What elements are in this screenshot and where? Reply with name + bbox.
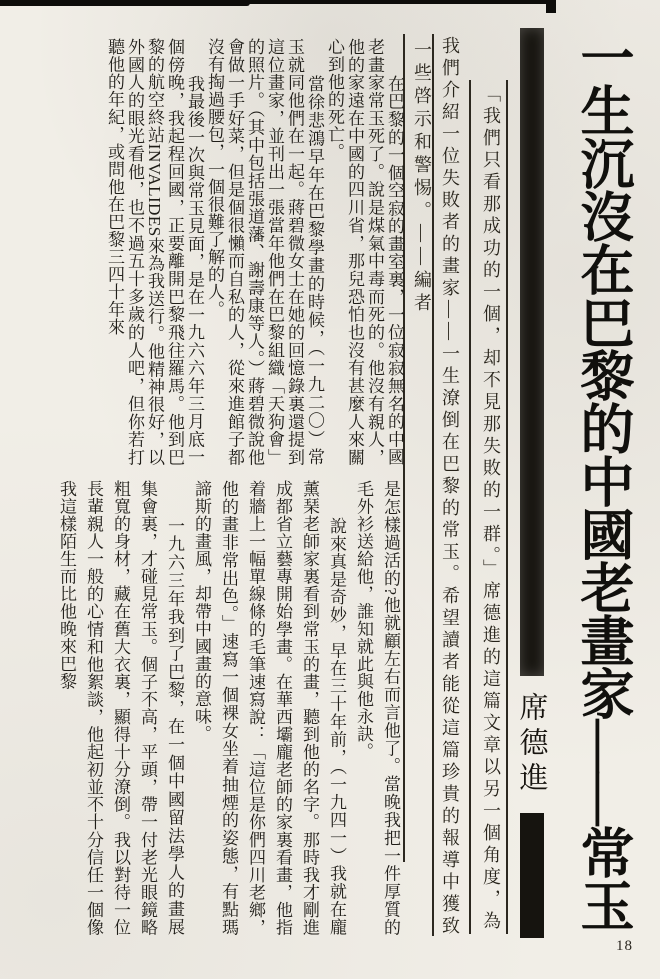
paragraph: 我最後一次與常玉見面，是在一九六六年三月底一個傍晚，我起程回國，正要離開巴黎飛往羅馬。他到巴黎的航空終站INVALIDES來為我送行。他精神很好，以外國人的眼光看他，也不過五十多歲的人吧，但你若打聽他的年紀，或問他在巴黎三四十年來: [105, 38, 204, 466]
column-rule: [469, 80, 471, 934]
editor-note-column-2: 我們介紹一位失敗者的畫家——一生潦倒在巴黎的常玉。希望讀者能從這篇珍貴的報導中獲致: [440, 36, 460, 938]
scan-corner-mark: [546, 0, 556, 13]
article-body-lower: [12, 480, 404, 936]
article-title: 一生沉沒在巴黎的中國老畫家——常玉: [573, 30, 633, 931]
title-divider-strip: [517, 28, 547, 938]
editor-note-column-3: 一些啓示和警惕。——編者: [412, 40, 432, 316]
paragraph: 當徐悲鴻早年在巴黎學畫的時候，（一九二〇）常玉就同他們在一起。蔣碧微女士在她的回憶錄裏還提到這位畫家，並刊出一張當年他們在巴黎組織「天狗會」的照片。（其中包括張道藩、謝壽康等人。）蔣碧微說他會做一手好菜，但是個很懶而自私的人，從來進館子都沒有掏過腰包，一個很難了解的人。: [205, 38, 324, 466]
paragraph: 說來真是奇妙，早在三十年前，（一九四一）我就在龐薰琹老師家裏看到常玉的畫，聽到他的名字。那時我才剛進成都省立藝專開始學畫。在華西壩龐老師的家裏看畫，他指着牆上一幅單線條的毛筆速寫說：「這位是你們四川老鄉，他的畫非常出色。」速寫一個裸女坐着抽煙的姿態，有點瑪諦斯的畫風，却帶中國畫的意味。: [192, 480, 346, 936]
column-rule: [506, 80, 508, 934]
paragraph-continuation: 是怎樣過活的?他就顧左右而言他了。當晚我把一件厚質的毛外衫送給他，誰知就此與他永訣。: [354, 480, 400, 936]
paragraph: 在巴黎的一個空寂的畫室裏，一位寂寂無名的中國老畫家常玉死了。說是煤氣中毒而死的。他沒有親人，他的家遠在中國的四川省，那兒恐怕也沒有甚麼人來關心到他的死亡。: [325, 38, 404, 466]
divider-bar-bottom: [520, 813, 544, 938]
editor-note-column-1: 「我們只看那成功的一個，却不見那失敗的一群。」席德進的這篇文章以另一個角度，為: [481, 84, 501, 933]
page-number: 18: [616, 938, 633, 954]
article-body-upper: [102, 38, 404, 466]
author-name: 席德進: [515, 692, 548, 797]
scan-edge-artifact: [0, 0, 250, 6]
column-rule: [432, 34, 434, 936]
divider-bar-top: [520, 28, 544, 676]
paragraph: 一九六三年我到了巴黎，在一個中國留法學人的畫展集會裏，才碰見常玉。個子不高，平頭，帶一付老光眼鏡略粗寬的身材，藏在舊大衣裏，顯得十分潦倒。我以對待一位長輩親人一般的心情和他絮談，他起初並不十分信任一個像我這樣陌生而比他晚來巴黎: [57, 480, 184, 936]
